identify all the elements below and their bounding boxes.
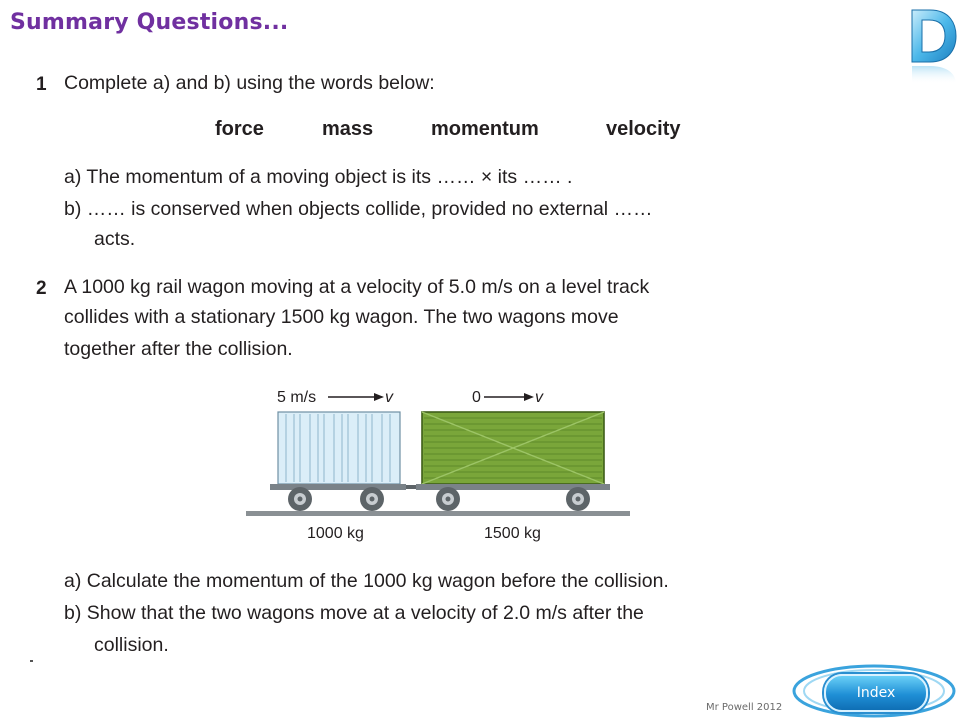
question-2a: a) Calculate the momentum of the 1000 kg wagon before the collision. [64, 570, 669, 592]
question-1a: a) The momentum of a moving object is its …… × its …… . [64, 166, 573, 188]
question-1-prompt: Complete a) and b) using the words below: [64, 72, 435, 94]
question-1b-line1: b) …… is conserved when objects collide, provided no external …… [64, 198, 653, 220]
index-button-frame [790, 664, 958, 720]
word-velocity: velocity [606, 118, 681, 140]
question-2-line3: together after the collision. [64, 338, 293, 360]
wagon1-arrowhead [374, 393, 384, 401]
wagon-diagram [240, 378, 640, 548]
question-2-line2: collides with a stationary 1500 kg wagon. The two wagons move [64, 306, 619, 328]
wagon1-velocity-label: 5 m/s [277, 389, 317, 406]
question-2-line1: A 1000 kg rail wagon moving at a velocity of 5.0 m/s on a level track [64, 276, 650, 298]
wagon1-mass-label: 1000 kg [307, 525, 364, 542]
wagon2-v-symbol: v [535, 389, 543, 406]
wagon2-arrowhead [524, 393, 534, 401]
wagon2-velocity-label: 0 [472, 389, 481, 406]
wagon1-v-symbol: v [385, 389, 393, 406]
wagon-2 [416, 412, 610, 511]
question-2b-line2: collision. [94, 634, 169, 656]
question-1-number: 1 [36, 74, 47, 95]
question-2b-line1: b) Show that the two wagons move at a velocity of 2.0 m/s after the [64, 602, 644, 624]
wagon2-mass-label: 1500 kg [484, 525, 541, 542]
section-letter-d [906, 6, 960, 96]
index-button[interactable]: Index [824, 674, 928, 712]
word-bank [0, 118, 960, 146]
word-momentum: momentum [431, 118, 539, 140]
slide-title: Summary Questions... [10, 10, 289, 35]
rail-track [246, 511, 630, 516]
author-credit: Mr Powell 2012 [706, 702, 783, 713]
word-force: force [215, 118, 264, 140]
word-mass: mass [322, 118, 374, 140]
stray-mark [30, 660, 33, 662]
question-1b-line2: acts. [94, 228, 136, 250]
question-2-number: 2 [36, 278, 47, 299]
wagon-1 [270, 412, 406, 511]
